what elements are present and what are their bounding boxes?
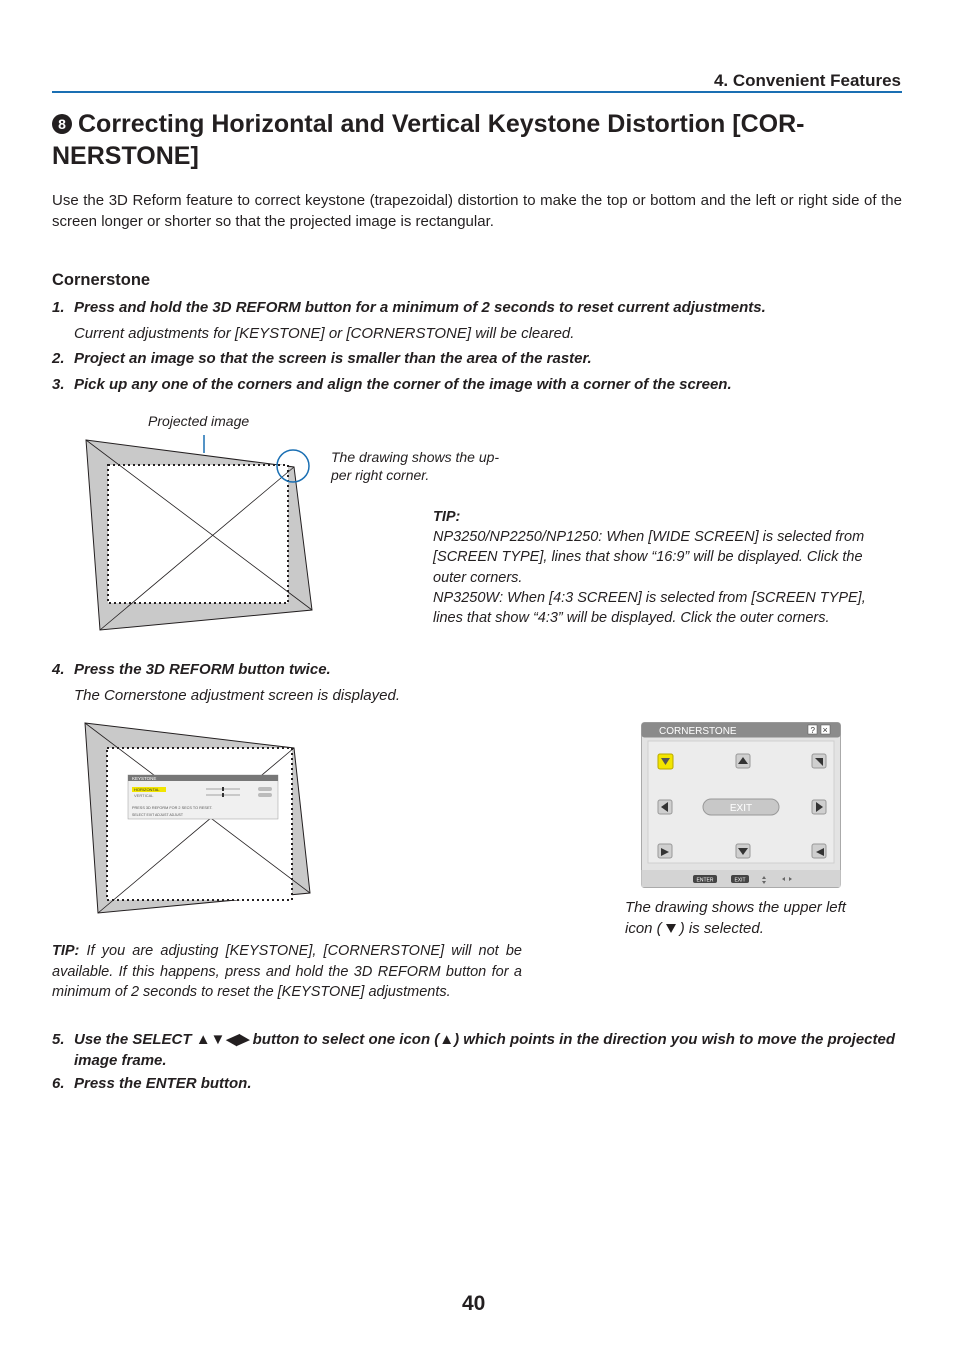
keystone-row-horizontal[interactable]: HORIZONTAL <box>134 787 160 792</box>
figure-caption-line: The drawing shows the upper left <box>625 899 846 916</box>
screen-frame <box>108 465 288 603</box>
step-text: Press the 3D REFORM button twice. <box>74 661 331 678</box>
keystone-menu-title: KEYSTONE <box>132 776 157 781</box>
step-number: 3. <box>52 376 65 393</box>
projected-image-label: Projected image <box>148 413 250 429</box>
keystone-row-vertical[interactable]: VERTICAL <box>134 793 154 798</box>
step-3 <box>52 376 912 393</box>
figure-caption-line: The drawing shows the up- <box>331 449 500 465</box>
corner-button-left[interactable] <box>658 800 672 814</box>
intro-paragraph: Use the 3D Reform feature to correct keystone (trapezoidal) distortion to make the top or bottom and the left or right side of the screen longer or shorter so that the projected image is rectangular. <box>52 192 902 230</box>
tip-line: outer corners. <box>433 570 523 586</box>
caption-text: ) is selected. <box>679 920 764 937</box>
header-rule <box>52 91 902 93</box>
page-number: 40 <box>462 1292 486 1315</box>
corner-button-bottom[interactable] <box>736 844 750 858</box>
keystone-value-pill <box>258 787 272 791</box>
slider-thumb[interactable] <box>222 793 224 797</box>
figure-cornerstone-diagram <box>80 405 320 637</box>
step-number: 5. <box>52 1031 65 1048</box>
enter-key-label: ENTER <box>696 877 714 884</box>
exit-button[interactable] <box>703 799 779 815</box>
step-2 <box>52 350 912 367</box>
tip-line: NP3250/NP2250/NP1250: When [WIDE SCREEN] is selected from <box>433 529 865 545</box>
corner-button-lower-right[interactable] <box>812 844 826 858</box>
tip-label: TIP: <box>52 943 80 959</box>
page-title-text: Correcting Horizontal and Vertical Keystone Distortion [COR-NERSTONE] <box>52 110 805 170</box>
step-text: Pick up any one of the corners and align the corner of the image with a corner of the screen. <box>74 376 732 393</box>
section-subheading: Cornerstone <box>52 271 151 289</box>
step-number: 1. <box>52 299 65 316</box>
keystone-menu-footer: SELECT EXIT ADJUST ADJUST <box>132 813 183 817</box>
step-1 <box>52 299 912 316</box>
section-header: 4. Convenient Features <box>713 71 901 90</box>
step-number-badge: 8 <box>52 114 72 134</box>
keystone-value-pill <box>258 793 272 797</box>
caption-text: icon ( <box>625 920 662 937</box>
tip-label: TIP: <box>433 509 461 525</box>
step-1-note: Current adjustments for [KEYSTONE] or [CORNERSTONE] will be cleared. <box>74 325 575 342</box>
step-4 <box>52 661 912 678</box>
step-6 <box>52 1075 912 1092</box>
corner-button-right[interactable] <box>812 800 826 814</box>
step-number: 6. <box>52 1075 65 1092</box>
step-4-note: The Cornerstone adjustment screen is displayed. <box>74 687 401 704</box>
tip-paragraph <box>52 941 522 1003</box>
step-text: Press the ENTER button. <box>74 1075 252 1092</box>
figure-caption-line <box>625 919 764 939</box>
exit-key-label: EXIT <box>734 877 746 884</box>
figure-keystone-diagram <box>80 718 320 918</box>
slider-thumb[interactable] <box>222 787 224 791</box>
corner-button-lower-left[interactable] <box>658 844 672 858</box>
screen-frame <box>107 748 292 900</box>
page-title <box>52 108 912 172</box>
corner-button-top[interactable] <box>736 754 750 768</box>
step-text: Project an image so that the screen is smaller than the area of the raster. <box>74 350 592 367</box>
exit-button-label: EXIT <box>729 803 753 814</box>
tip-line: [SCREEN TYPE], lines that show “16:9” will be displayed. Click the <box>433 549 863 565</box>
step-text: Use the SELECT ▲▼◀▶ button to select one icon (▲) which points in the direction you wish to move the projected image frame. <box>74 1031 896 1069</box>
tip-line: lines that show “4:3” will be displayed. Click the outer corners. <box>433 610 830 626</box>
tip-line: NP3250W: When [4:3 SCREEN] is selected from [SCREEN TYPE], <box>433 590 866 606</box>
corner-button-upper-right[interactable] <box>812 754 826 768</box>
step-number: 2. <box>52 350 65 367</box>
corner-button-upper-left[interactable] <box>658 754 673 769</box>
help-icon-glyph: ? <box>810 726 815 735</box>
cornerstone-menu-screenshot <box>641 722 841 888</box>
close-icon-glyph: × <box>822 725 828 735</box>
tip-text: If you are adjusting [KEYSTONE], [CORNERSTONE] will not be available. If this happens, press and hold the 3D REFORM button for a minimum of 2 seconds to reset the [KEYSTONE] adjustments. <box>52 943 522 1000</box>
down-triangle-icon <box>664 922 678 934</box>
cornerstone-title: CORNERSTONE <box>659 726 737 737</box>
step-number: 4. <box>52 661 65 678</box>
keystone-reset-text: PRESS 3D REFORM FOR 2 SECS TO RESET. <box>132 806 213 810</box>
keystone-menu <box>128 775 278 819</box>
step-text: Press and hold the 3D REFORM button for a minimum of 2 seconds to reset current adjustments. <box>74 299 766 316</box>
figure-caption-line: per right corner. <box>331 467 430 483</box>
step-5 <box>52 1029 926 1071</box>
